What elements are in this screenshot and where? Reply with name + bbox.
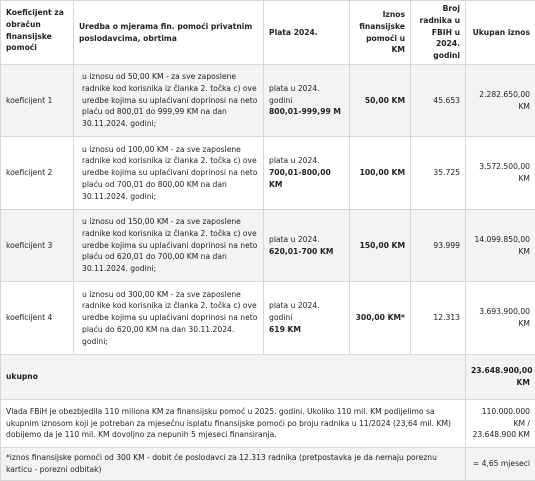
row-description: u iznosu od 50,00 KM - za sve zaposlene radnike kod korisnika iz članka 2. točka c) ove uredbe kojima su uplaćivani doprinosi na neto plaću od 800,01 do 999,99 KM na dan 30.11.2024. godini;	[74, 65, 264, 137]
row-description: u iznosu od 100,00 KM - za sve zaposlene radnike kod korisnika iz članka 2. točka c) ove uredbe kojima su uplaćivani doprinosi na neto plaću od 700,01 do 800,00 KM na dan 30.11.2024. godini;	[74, 137, 264, 210]
row-plata-range: 620,01-700 KM	[269, 246, 344, 258]
row-iznos: 100,00 KM	[350, 137, 411, 210]
header-broj-radnika: Broj radnika u FBIH u 2024. godini	[411, 1, 466, 65]
footnote-value: = 4,65 mjeseci	[466, 448, 535, 481]
table-row	[1, 282, 535, 355]
row-plata-range: 700,01-800,00 KM	[269, 167, 344, 191]
row-plata	[264, 65, 350, 137]
table-row	[1, 137, 535, 210]
row-plata-range: 619 KM	[269, 324, 344, 336]
header-ukupan-iznos: Ukupan iznos	[466, 1, 535, 65]
total-row	[1, 355, 535, 400]
row-koeficijent: koeficijent 4	[1, 282, 74, 355]
row-plata-label: plata u 2024. godini	[269, 300, 344, 324]
row-iznos: 150,00 KM	[350, 210, 411, 282]
row-ukupno: 2.282.650,00 KM	[466, 65, 535, 137]
row-ukupno: 3.693.900,00 KM	[466, 282, 535, 355]
table-row	[1, 210, 535, 282]
row-plata	[264, 210, 350, 282]
row-plata	[264, 137, 350, 210]
row-radnici: 93.999	[411, 210, 466, 282]
row-koeficijent: koeficijent 2	[1, 137, 74, 210]
row-plata-label: plata u 2024.	[269, 234, 344, 246]
row-ukupno: 3.572.500,00 KM	[466, 137, 535, 210]
note-text: Vlada FBiH je obezbjedila 110 miliona KM za finansijsku pomoć u 2025. godini. Ukoliko 110 mil. KM podijelimo sa ukupnim iznosom koji je potreban za mjesečnu isplatu finansijske pomoći po broju radnika u 11/2024 (23,64 mil. KM) dobijemo da je 110 mil. KM dovoljno za nepunih 5 mjeseci finansiranja.	[1, 400, 466, 448]
row-ukupno: 14.099.850,00 KM	[466, 210, 535, 282]
row-koeficijent: koeficijent 1	[1, 65, 74, 137]
table-header-row	[1, 1, 535, 65]
header-koeficijent: Koeficijent za obračun finansijske pomoći	[1, 1, 74, 65]
note-row	[1, 400, 535, 448]
row-radnici: 12.313	[411, 282, 466, 355]
total-label: ukupno	[1, 355, 466, 400]
row-plata	[264, 282, 350, 355]
row-radnici: 45.653	[411, 65, 466, 137]
row-plata-range: 800,01-999,99 M	[269, 106, 344, 118]
header-iznos: Iznos finansijske pomoći u KM	[350, 1, 411, 65]
header-uredba: Uredba o mjerama fin. pomoći privatnim poslodavcima, obrtima	[74, 1, 264, 65]
footnote-text: *iznos finansijske pomoći od 300 KM - dobit će poslodavci za 12.313 radnika (pretpostavka je da nemaju poreznu karticu - porezni odbitak)	[1, 448, 466, 481]
header-plata: Plata 2024.	[264, 1, 350, 65]
footnote-row	[1, 448, 535, 481]
row-iznos: 50,00 KM	[350, 65, 411, 137]
row-iznos: 300,00 KM*	[350, 282, 411, 355]
row-description: u iznosu od 150,00 KM - za sve zaposlene radnike kod korisnika iz članka 2. točka c) ove uredbe kojima su uplaćivani doprinosi na neto plaću od 620,01 do 700,00 KM na dan 30.11.2024. godini;	[74, 210, 264, 282]
row-description: u iznosu od 300,00 KM - za sve zaposlene radnike kod korisnika iz članka 2. točka c) ove uredbe kojima su uplaćivani doprinosi na neto plaću do 620,00 KM na dan 30.11.2024. godini;	[74, 282, 264, 355]
row-koeficijent: koeficijent 3	[1, 210, 74, 282]
total-value: 23.648.900,00 KM	[466, 355, 535, 400]
note-value: 110.000.000 KM / 23.648.900 KM	[466, 400, 535, 448]
row-plata-label: plata u 2024. godini	[269, 83, 344, 107]
row-plata-label: plata u 2024.	[269, 155, 344, 167]
table-row	[1, 65, 535, 137]
row-radnici: 35.725	[411, 137, 466, 210]
